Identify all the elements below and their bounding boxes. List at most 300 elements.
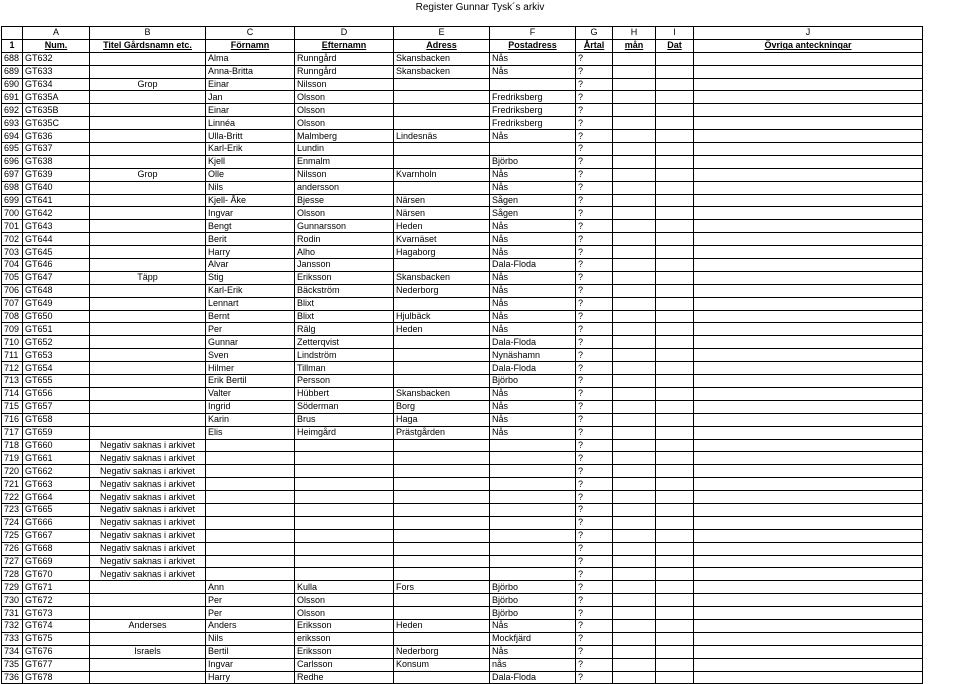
row-number[interactable]: 734 bbox=[2, 645, 23, 658]
row-number[interactable]: 724 bbox=[2, 516, 23, 529]
adress-cell[interactable]: Konsum bbox=[394, 658, 490, 671]
titel-cell[interactable] bbox=[90, 400, 206, 413]
efternamn-cell[interactable]: Blixt bbox=[295, 297, 394, 310]
man-cell[interactable] bbox=[613, 284, 656, 297]
man-cell[interactable] bbox=[613, 271, 656, 284]
dat-cell[interactable] bbox=[656, 542, 694, 555]
titel-cell[interactable] bbox=[90, 143, 206, 156]
adress-cell[interactable]: Skansbacken bbox=[394, 65, 490, 78]
dat-cell[interactable] bbox=[656, 581, 694, 594]
man-cell[interactable] bbox=[613, 310, 656, 323]
row-number[interactable]: 727 bbox=[2, 555, 23, 568]
adress-cell[interactable]: Kvarnholn bbox=[394, 168, 490, 181]
row-number[interactable]: 692 bbox=[2, 104, 23, 117]
row-number[interactable]: 698 bbox=[2, 181, 23, 194]
titel-cell[interactable] bbox=[90, 310, 206, 323]
artal-cell[interactable]: ? bbox=[576, 503, 613, 516]
postadress-cell[interactable]: Nynäshamn bbox=[490, 349, 576, 362]
dat-cell[interactable] bbox=[656, 194, 694, 207]
anteckningar-cell[interactable] bbox=[694, 104, 923, 117]
titel-cell[interactable] bbox=[90, 413, 206, 426]
row-number[interactable]: 728 bbox=[2, 568, 23, 581]
dat-cell[interactable] bbox=[656, 465, 694, 478]
man-cell[interactable] bbox=[613, 632, 656, 645]
man-cell[interactable] bbox=[613, 542, 656, 555]
dat-cell[interactable] bbox=[656, 491, 694, 504]
fornamn-cell[interactable] bbox=[206, 491, 295, 504]
fornamn-cell[interactable] bbox=[206, 542, 295, 555]
efternamn-cell[interactable] bbox=[295, 529, 394, 542]
efternamn-cell[interactable]: Brus bbox=[295, 413, 394, 426]
anteckningar-cell[interactable] bbox=[694, 439, 923, 452]
postadress-cell[interactable] bbox=[490, 516, 576, 529]
num-cell[interactable]: GT671 bbox=[23, 581, 90, 594]
adress-cell[interactable] bbox=[394, 91, 490, 104]
postadress-cell[interactable]: Fredriksberg bbox=[490, 91, 576, 104]
postadress-cell[interactable]: Nås bbox=[490, 413, 576, 426]
fornamn-cell[interactable]: Karin bbox=[206, 413, 295, 426]
man-cell[interactable] bbox=[613, 52, 656, 65]
artal-cell[interactable]: ? bbox=[576, 65, 613, 78]
anteckningar-cell[interactable] bbox=[694, 658, 923, 671]
artal-cell[interactable]: ? bbox=[576, 143, 613, 156]
num-cell[interactable]: GT635B bbox=[23, 104, 90, 117]
titel-cell[interactable]: Negativ saknas i arkivet bbox=[90, 478, 206, 491]
fornamn-cell[interactable]: Harry bbox=[206, 246, 295, 259]
efternamn-cell[interactable] bbox=[295, 542, 394, 555]
artal-cell[interactable]: ? bbox=[576, 130, 613, 143]
anteckningar-cell[interactable] bbox=[694, 387, 923, 400]
row-number[interactable]: 720 bbox=[2, 465, 23, 478]
efternamn-cell[interactable]: Eriksson bbox=[295, 645, 394, 658]
row-number[interactable]: 718 bbox=[2, 439, 23, 452]
row-number[interactable]: 711 bbox=[2, 349, 23, 362]
dat-cell[interactable] bbox=[656, 284, 694, 297]
fornamn-cell[interactable]: Lennart bbox=[206, 297, 295, 310]
dat-cell[interactable] bbox=[656, 619, 694, 632]
dat-cell[interactable] bbox=[656, 52, 694, 65]
postadress-cell[interactable]: Nås bbox=[490, 400, 576, 413]
fornamn-cell[interactable]: Gunnar bbox=[206, 336, 295, 349]
fornamn-cell[interactable]: Bengt bbox=[206, 220, 295, 233]
adress-cell[interactable]: Prästgården bbox=[394, 426, 490, 439]
man-cell[interactable] bbox=[613, 130, 656, 143]
postadress-cell[interactable]: Nås bbox=[490, 233, 576, 246]
efternamn-cell[interactable]: Nilsson bbox=[295, 78, 394, 91]
titel-cell[interactable] bbox=[90, 336, 206, 349]
postadress-cell[interactable] bbox=[490, 439, 576, 452]
man-cell[interactable] bbox=[613, 529, 656, 542]
dat-cell[interactable] bbox=[656, 413, 694, 426]
artal-cell[interactable]: ? bbox=[576, 555, 613, 568]
postadress-cell[interactable]: Nås bbox=[490, 323, 576, 336]
num-cell[interactable]: GT659 bbox=[23, 426, 90, 439]
adress-cell[interactable] bbox=[394, 155, 490, 168]
row-number[interactable]: 704 bbox=[2, 259, 23, 272]
row-number[interactable]: 709 bbox=[2, 323, 23, 336]
num-cell[interactable]: GT669 bbox=[23, 555, 90, 568]
dat-cell[interactable] bbox=[656, 568, 694, 581]
man-cell[interactable] bbox=[613, 452, 656, 465]
titel-cell[interactable] bbox=[90, 581, 206, 594]
titel-cell[interactable] bbox=[90, 181, 206, 194]
titel-cell[interactable] bbox=[90, 426, 206, 439]
anteckningar-cell[interactable] bbox=[694, 143, 923, 156]
num-cell[interactable]: GT670 bbox=[23, 568, 90, 581]
titel-cell[interactable] bbox=[90, 246, 206, 259]
postadress-cell[interactable]: Nås bbox=[490, 310, 576, 323]
artal-cell[interactable]: ? bbox=[576, 478, 613, 491]
dat-cell[interactable] bbox=[656, 400, 694, 413]
row-number[interactable]: 699 bbox=[2, 194, 23, 207]
row-number[interactable]: 694 bbox=[2, 130, 23, 143]
efternamn-cell[interactable]: Olsson bbox=[295, 91, 394, 104]
row-number[interactable]: 702 bbox=[2, 233, 23, 246]
adress-cell[interactable] bbox=[394, 259, 490, 272]
fornamn-cell[interactable] bbox=[206, 529, 295, 542]
titel-cell[interactable] bbox=[90, 349, 206, 362]
fornamn-cell[interactable]: Olle bbox=[206, 168, 295, 181]
dat-cell[interactable] bbox=[656, 168, 694, 181]
efternamn-cell[interactable]: Olsson bbox=[295, 594, 394, 607]
fornamn-cell[interactable] bbox=[206, 555, 295, 568]
efternamn-cell[interactable] bbox=[295, 491, 394, 504]
row-number[interactable]: 732 bbox=[2, 619, 23, 632]
fornamn-cell[interactable] bbox=[206, 452, 295, 465]
artal-cell[interactable]: ? bbox=[576, 220, 613, 233]
artal-cell[interactable]: ? bbox=[576, 336, 613, 349]
fornamn-cell[interactable]: Per bbox=[206, 594, 295, 607]
efternamn-cell[interactable]: Olsson bbox=[295, 104, 394, 117]
anteckningar-cell[interactable] bbox=[694, 478, 923, 491]
fornamn-cell[interactable]: Kjell- Åke bbox=[206, 194, 295, 207]
man-cell[interactable] bbox=[613, 259, 656, 272]
num-cell[interactable]: GT676 bbox=[23, 645, 90, 658]
dat-cell[interactable] bbox=[656, 65, 694, 78]
dat-cell[interactable] bbox=[656, 478, 694, 491]
postadress-cell[interactable] bbox=[490, 555, 576, 568]
titel-cell[interactable] bbox=[90, 362, 206, 375]
artal-cell[interactable]: ? bbox=[576, 400, 613, 413]
row-number[interactable]: 688 bbox=[2, 52, 23, 65]
dat-cell[interactable] bbox=[656, 130, 694, 143]
dat-cell[interactable] bbox=[656, 375, 694, 388]
num-cell[interactable]: GT634 bbox=[23, 78, 90, 91]
efternamn-cell[interactable] bbox=[295, 568, 394, 581]
fornamn-cell[interactable]: Alvar bbox=[206, 259, 295, 272]
anteckningar-cell[interactable] bbox=[694, 529, 923, 542]
anteckningar-cell[interactable] bbox=[694, 65, 923, 78]
artal-cell[interactable]: ? bbox=[576, 594, 613, 607]
titel-cell[interactable] bbox=[90, 207, 206, 220]
postadress-cell[interactable] bbox=[490, 465, 576, 478]
efternamn-cell[interactable]: andersson bbox=[295, 181, 394, 194]
anteckningar-cell[interactable] bbox=[694, 168, 923, 181]
man-cell[interactable] bbox=[613, 619, 656, 632]
dat-cell[interactable] bbox=[656, 259, 694, 272]
titel-cell[interactable]: Anderses bbox=[90, 619, 206, 632]
anteckningar-cell[interactable] bbox=[694, 362, 923, 375]
efternamn-cell[interactable] bbox=[295, 555, 394, 568]
postadress-cell[interactable]: Nås bbox=[490, 246, 576, 259]
anteckningar-cell[interactable] bbox=[694, 194, 923, 207]
efternamn-cell[interactable]: Alho bbox=[295, 246, 394, 259]
num-cell[interactable]: GT651 bbox=[23, 323, 90, 336]
num-cell[interactable]: GT635C bbox=[23, 117, 90, 130]
anteckningar-cell[interactable] bbox=[694, 542, 923, 555]
num-cell[interactable]: GT660 bbox=[23, 439, 90, 452]
artal-cell[interactable]: ? bbox=[576, 194, 613, 207]
row-number[interactable]: 707 bbox=[2, 297, 23, 310]
num-cell[interactable]: GT640 bbox=[23, 181, 90, 194]
artal-cell[interactable]: ? bbox=[576, 581, 613, 594]
adress-cell[interactable] bbox=[394, 439, 490, 452]
num-cell[interactable]: GT641 bbox=[23, 194, 90, 207]
artal-cell[interactable]: ? bbox=[576, 658, 613, 671]
man-cell[interactable] bbox=[613, 607, 656, 620]
artal-cell[interactable]: ? bbox=[576, 168, 613, 181]
efternamn-cell[interactable]: Olsson bbox=[295, 607, 394, 620]
postadress-cell[interactable]: Björbo bbox=[490, 594, 576, 607]
adress-cell[interactable]: Nederborg bbox=[394, 645, 490, 658]
row-number[interactable]: 693 bbox=[2, 117, 23, 130]
adress-cell[interactable] bbox=[394, 465, 490, 478]
efternamn-cell[interactable]: Runngård bbox=[295, 52, 394, 65]
anteckningar-cell[interactable] bbox=[694, 117, 923, 130]
artal-cell[interactable]: ? bbox=[576, 568, 613, 581]
dat-cell[interactable] bbox=[656, 104, 694, 117]
efternamn-cell[interactable]: Lindström bbox=[295, 349, 394, 362]
artal-cell[interactable]: ? bbox=[576, 375, 613, 388]
anteckningar-cell[interactable] bbox=[694, 594, 923, 607]
dat-cell[interactable] bbox=[656, 632, 694, 645]
anteckningar-cell[interactable] bbox=[694, 220, 923, 233]
fornamn-cell[interactable]: Bernt bbox=[206, 310, 295, 323]
artal-cell[interactable]: ? bbox=[576, 491, 613, 504]
efternamn-cell[interactable] bbox=[295, 516, 394, 529]
anteckningar-cell[interactable] bbox=[694, 259, 923, 272]
adress-cell[interactable]: Heden bbox=[394, 619, 490, 632]
titel-cell[interactable] bbox=[90, 117, 206, 130]
anteckningar-cell[interactable] bbox=[694, 78, 923, 91]
dat-cell[interactable] bbox=[656, 645, 694, 658]
fornamn-cell[interactable]: Linnéa bbox=[206, 117, 295, 130]
efternamn-cell[interactable]: Kulla bbox=[295, 581, 394, 594]
adress-cell[interactable] bbox=[394, 478, 490, 491]
fornamn-cell[interactable]: Ingvar bbox=[206, 658, 295, 671]
anteckningar-cell[interactable] bbox=[694, 568, 923, 581]
num-cell[interactable]: GT658 bbox=[23, 413, 90, 426]
postadress-cell[interactable]: Nås bbox=[490, 220, 576, 233]
artal-cell[interactable]: ? bbox=[576, 529, 613, 542]
dat-cell[interactable] bbox=[656, 503, 694, 516]
num-cell[interactable]: GT650 bbox=[23, 310, 90, 323]
row-number[interactable]: 712 bbox=[2, 362, 23, 375]
dat-cell[interactable] bbox=[656, 91, 694, 104]
efternamn-cell[interactable]: Olsson bbox=[295, 117, 394, 130]
row-number[interactable]: 705 bbox=[2, 271, 23, 284]
titel-cell[interactable] bbox=[90, 323, 206, 336]
num-cell[interactable]: GT648 bbox=[23, 284, 90, 297]
dat-cell[interactable] bbox=[656, 439, 694, 452]
num-cell[interactable]: GT664 bbox=[23, 491, 90, 504]
row-number[interactable]: 733 bbox=[2, 632, 23, 645]
num-cell[interactable]: GT653 bbox=[23, 349, 90, 362]
man-cell[interactable] bbox=[613, 155, 656, 168]
postadress-cell[interactable] bbox=[490, 503, 576, 516]
fornamn-cell[interactable]: Bertil bbox=[206, 645, 295, 658]
dat-cell[interactable] bbox=[656, 516, 694, 529]
efternamn-cell[interactable]: Eriksson bbox=[295, 271, 394, 284]
titel-cell[interactable] bbox=[90, 632, 206, 645]
num-cell[interactable]: GT674 bbox=[23, 619, 90, 632]
adress-cell[interactable] bbox=[394, 143, 490, 156]
efternamn-cell[interactable]: Jansson bbox=[295, 259, 394, 272]
adress-cell[interactable] bbox=[394, 117, 490, 130]
efternamn-cell[interactable]: Rodin bbox=[295, 233, 394, 246]
anteckningar-cell[interactable] bbox=[694, 336, 923, 349]
titel-cell[interactable]: Negativ saknas i arkivet bbox=[90, 542, 206, 555]
fornamn-cell[interactable]: Elis bbox=[206, 426, 295, 439]
fornamn-cell[interactable] bbox=[206, 568, 295, 581]
num-cell[interactable]: GT661 bbox=[23, 452, 90, 465]
efternamn-cell[interactable]: Persson bbox=[295, 375, 394, 388]
artal-cell[interactable]: ? bbox=[576, 426, 613, 439]
adress-cell[interactable] bbox=[394, 297, 490, 310]
anteckningar-cell[interactable] bbox=[694, 607, 923, 620]
anteckningar-cell[interactable] bbox=[694, 619, 923, 632]
man-cell[interactable] bbox=[613, 581, 656, 594]
fornamn-cell[interactable]: Karl-Erik bbox=[206, 284, 295, 297]
postadress-cell[interactable]: Nås bbox=[490, 426, 576, 439]
row-number[interactable]: 708 bbox=[2, 310, 23, 323]
fornamn-cell[interactable]: Karl-Erik bbox=[206, 143, 295, 156]
postadress-cell[interactable]: Nås bbox=[490, 619, 576, 632]
artal-cell[interactable]: ? bbox=[576, 632, 613, 645]
adress-cell[interactable]: Heden bbox=[394, 220, 490, 233]
titel-cell[interactable] bbox=[90, 130, 206, 143]
fornamn-cell[interactable]: Nils bbox=[206, 632, 295, 645]
dat-cell[interactable] bbox=[656, 336, 694, 349]
anteckningar-cell[interactable] bbox=[694, 516, 923, 529]
titel-cell[interactable] bbox=[90, 233, 206, 246]
dat-cell[interactable] bbox=[656, 452, 694, 465]
fornamn-cell[interactable]: Per bbox=[206, 607, 295, 620]
num-cell[interactable]: GT637 bbox=[23, 143, 90, 156]
efternamn-cell[interactable]: Zetterqvist bbox=[295, 336, 394, 349]
num-cell[interactable]: GT647 bbox=[23, 271, 90, 284]
artal-cell[interactable]: ? bbox=[576, 284, 613, 297]
adress-cell[interactable] bbox=[394, 349, 490, 362]
postadress-cell[interactable]: Dala-Floda bbox=[490, 336, 576, 349]
postadress-cell[interactable]: Sågen bbox=[490, 207, 576, 220]
artal-cell[interactable]: ? bbox=[576, 413, 613, 426]
num-cell[interactable]: GT667 bbox=[23, 529, 90, 542]
efternamn-cell[interactable]: Nilsson bbox=[295, 168, 394, 181]
titel-cell[interactable] bbox=[90, 594, 206, 607]
anteckningar-cell[interactable] bbox=[694, 555, 923, 568]
fornamn-cell[interactable]: Kjell bbox=[206, 155, 295, 168]
efternamn-cell[interactable] bbox=[295, 503, 394, 516]
adress-cell[interactable] bbox=[394, 529, 490, 542]
dat-cell[interactable] bbox=[656, 323, 694, 336]
row-number[interactable]: 706 bbox=[2, 284, 23, 297]
anteckningar-cell[interactable] bbox=[694, 349, 923, 362]
titel-cell[interactable] bbox=[90, 607, 206, 620]
titel-cell[interactable] bbox=[90, 297, 206, 310]
postadress-cell[interactable] bbox=[490, 78, 576, 91]
row-number[interactable]: 716 bbox=[2, 413, 23, 426]
fornamn-cell[interactable]: Anders bbox=[206, 619, 295, 632]
row-number[interactable]: 717 bbox=[2, 426, 23, 439]
man-cell[interactable] bbox=[613, 194, 656, 207]
num-cell[interactable]: GT643 bbox=[23, 220, 90, 233]
adress-cell[interactable] bbox=[394, 181, 490, 194]
dat-cell[interactable] bbox=[656, 246, 694, 259]
man-cell[interactable] bbox=[613, 491, 656, 504]
man-cell[interactable] bbox=[613, 594, 656, 607]
adress-cell[interactable]: Heden bbox=[394, 323, 490, 336]
fornamn-cell[interactable]: Berit bbox=[206, 233, 295, 246]
postadress-cell[interactable] bbox=[490, 568, 576, 581]
postadress-cell[interactable] bbox=[490, 143, 576, 156]
adress-cell[interactable]: Haga bbox=[394, 413, 490, 426]
man-cell[interactable] bbox=[613, 104, 656, 117]
adress-cell[interactable] bbox=[394, 503, 490, 516]
adress-cell[interactable]: Hjulbäck bbox=[394, 310, 490, 323]
row-number[interactable]: 731 bbox=[2, 607, 23, 620]
anteckningar-cell[interactable] bbox=[694, 91, 923, 104]
fornamn-cell[interactable]: Erik Bertil bbox=[206, 375, 295, 388]
adress-cell[interactable] bbox=[394, 516, 490, 529]
artal-cell[interactable]: ? bbox=[576, 104, 613, 117]
dat-cell[interactable] bbox=[656, 78, 694, 91]
titel-cell[interactable]: Negativ saknas i arkivet bbox=[90, 555, 206, 568]
adress-cell[interactable]: Kvarnäset bbox=[394, 233, 490, 246]
efternamn-cell[interactable] bbox=[295, 465, 394, 478]
efternamn-cell[interactable]: eriksson bbox=[295, 632, 394, 645]
anteckningar-cell[interactable] bbox=[694, 52, 923, 65]
row-number[interactable]: 703 bbox=[2, 246, 23, 259]
anteckningar-cell[interactable] bbox=[694, 632, 923, 645]
titel-cell[interactable] bbox=[90, 194, 206, 207]
man-cell[interactable] bbox=[613, 297, 656, 310]
row-number[interactable]: 736 bbox=[2, 671, 23, 684]
anteckningar-cell[interactable] bbox=[694, 181, 923, 194]
postadress-cell[interactable]: Björbo bbox=[490, 607, 576, 620]
titel-cell[interactable]: Negativ saknas i arkivet bbox=[90, 465, 206, 478]
man-cell[interactable] bbox=[613, 645, 656, 658]
efternamn-cell[interactable] bbox=[295, 478, 394, 491]
anteckningar-cell[interactable] bbox=[694, 310, 923, 323]
adress-cell[interactable] bbox=[394, 452, 490, 465]
titel-cell[interactable]: Täpp bbox=[90, 271, 206, 284]
postadress-cell[interactable]: Nås bbox=[490, 130, 576, 143]
efternamn-cell[interactable]: Heimgård bbox=[295, 426, 394, 439]
titel-cell[interactable] bbox=[90, 375, 206, 388]
adress-cell[interactable] bbox=[394, 632, 490, 645]
row-number[interactable]: 723 bbox=[2, 503, 23, 516]
fornamn-cell[interactable] bbox=[206, 465, 295, 478]
num-cell[interactable]: GT633 bbox=[23, 65, 90, 78]
artal-cell[interactable]: ? bbox=[576, 349, 613, 362]
num-cell[interactable]: GT665 bbox=[23, 503, 90, 516]
efternamn-cell[interactable] bbox=[295, 452, 394, 465]
anteckningar-cell[interactable] bbox=[694, 413, 923, 426]
artal-cell[interactable]: ? bbox=[576, 619, 613, 632]
dat-cell[interactable] bbox=[656, 310, 694, 323]
man-cell[interactable] bbox=[613, 555, 656, 568]
